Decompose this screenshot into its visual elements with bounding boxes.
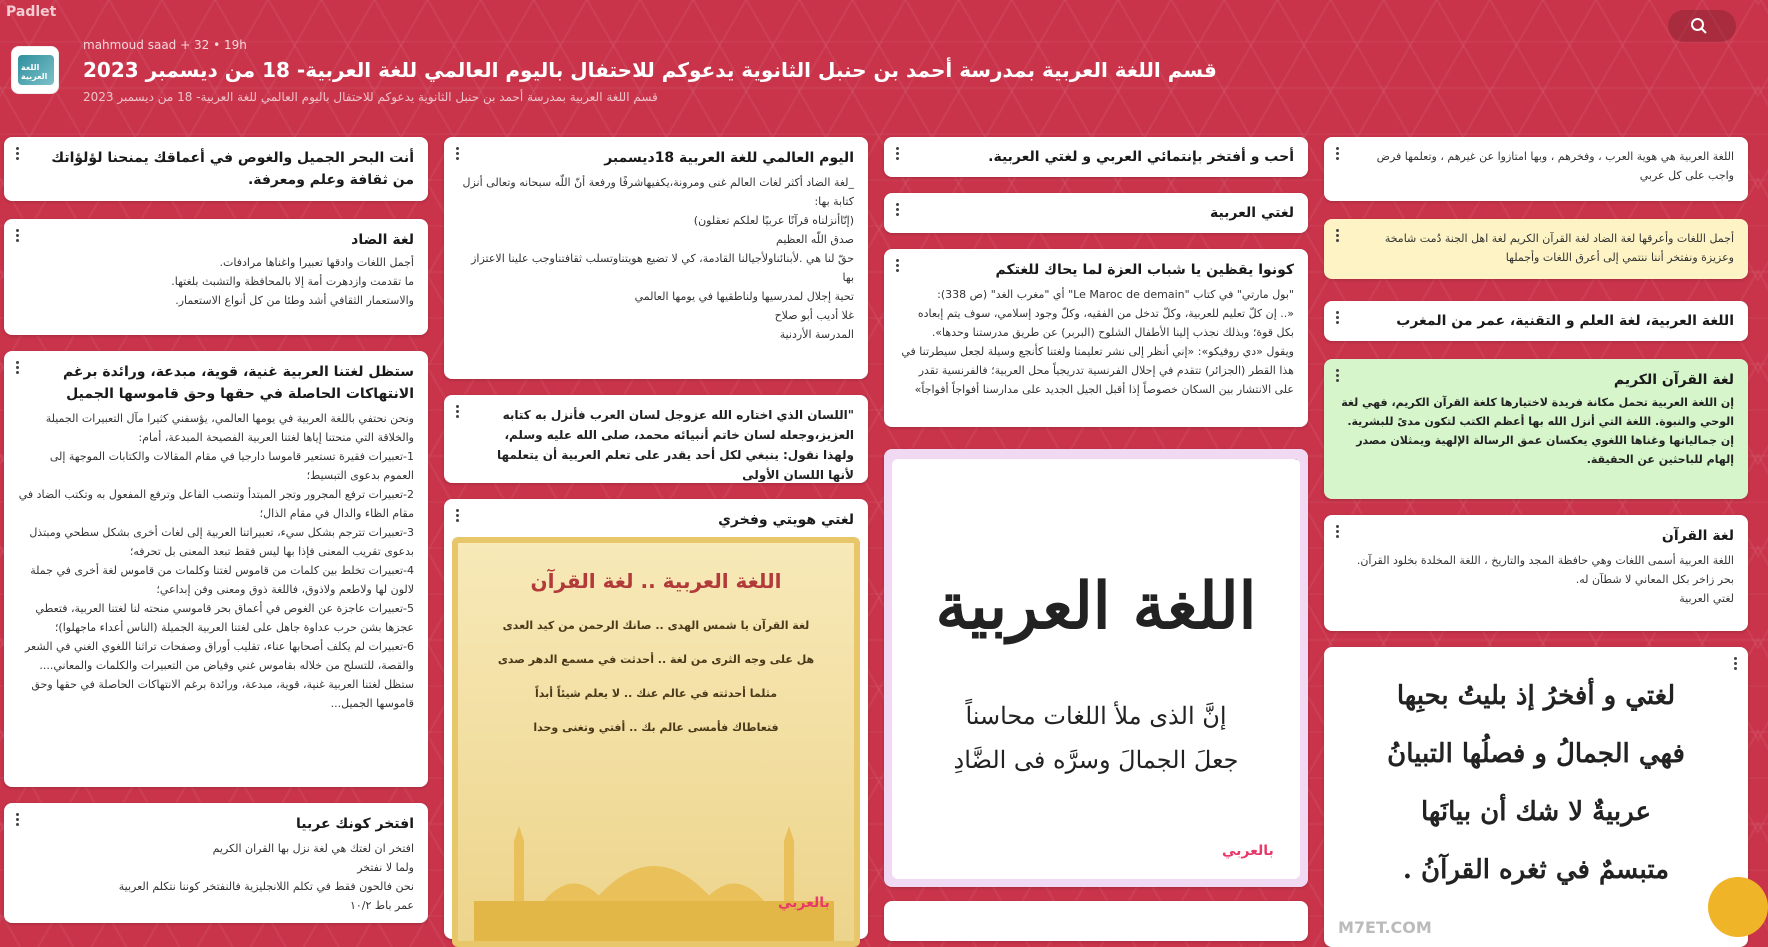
more-options-icon[interactable] [1332, 227, 1342, 245]
post-line: أجمل اللغات وادقها تعبيرا واغناها مرادفات. [219, 256, 414, 269]
post-card[interactable] [1324, 647, 1748, 947]
post-title: ستظل لغتنا العربية غنية، قوية، مبدعة، ورائدة برغم الانتهاكات الحاصلة في حقها وحق قاموسها الجميل [62, 364, 414, 402]
post-line: والاستعمار الثقافي أشد وطئا من كل أنواع الاستعمار. [175, 294, 414, 307]
post-body: "اللسان الذي اختاره الله عزوجل لسان العرب فأنزل به كتابه العزيز،وجعله لسان خاتم أنبيائه محمد، صلى الله عليه وسلم، ولهذا نقول: ينبغي لكل أحد يقدر على تعلم العربية أن يتعلمها لأنها اللسان الأولى [497, 408, 854, 482]
post-card[interactable] [1324, 359, 1748, 499]
post-line: حقّ لنا هي .لأبنائناولأجيالنا القادمة، كي لا تضيع هويتناوتسلب ثقافتناوجب علينا الاعتزاز بها [471, 252, 854, 284]
post-title: افتخر كونك عربيا [296, 816, 414, 832]
post-card[interactable] [444, 395, 868, 483]
post-line: افتخر ان لغتك هي لغة نزل بها القران الكريم [212, 842, 414, 855]
post-line: عمر باط ١٠/٢ [349, 899, 414, 912]
post-title: لغة الضاد [351, 232, 414, 248]
logo-text: اللغة العربية [21, 63, 48, 81]
post-body: أجمل اللغات وأعرقها لغة الضاد لغة القرآن الكريم لغة اهل الجنة دُمت شامخة وعزيزة ونفتخر أننا ننتمي إلى أعرق اللغات وأجملها [1384, 232, 1734, 264]
post-card[interactable] [884, 193, 1308, 233]
post-card[interactable] [4, 137, 428, 201]
post-title: أحب و أفتخر بإنتمائي العربي و لغتي العربية. [988, 149, 1294, 165]
more-options-icon[interactable] [892, 201, 902, 219]
more-options-icon[interactable] [452, 507, 462, 525]
post-card[interactable] [884, 249, 1308, 427]
search-icon [1690, 17, 1708, 35]
more-options-icon[interactable] [892, 145, 902, 163]
padlet-logo[interactable] [11, 46, 59, 94]
post-card[interactable] [884, 449, 1308, 887]
search-button[interactable] [1668, 10, 1736, 42]
image-logo: بالعربي [778, 895, 830, 911]
post-title: اليوم العالمي للغة العربية 18ديسمبر [604, 150, 854, 166]
add-post-button[interactable] [1708, 877, 1768, 937]
more-options-icon[interactable] [452, 145, 462, 163]
more-options-icon[interactable] [1332, 367, 1342, 385]
post-card[interactable] [1324, 515, 1748, 631]
post-body: إن اللغة العربية تحمل مكانة فريدة لاختيارها كلغة القرآن الكريم، فهي لغة الوحي والنبوة. اللغة التي أنزل الله بها أعظم الكتب لتكون مدىً للبشرية. إن جمالياتها وغناها اللغوي يعكسان عمق الرسالة الإلهية ويمثلان مصدر إلهام للباحثين عن الحقيقة. [1341, 396, 1734, 466]
post-card[interactable] [1324, 219, 1748, 279]
more-options-icon[interactable] [1332, 523, 1342, 541]
image-line: هل على وجه الثرى من لغة .. أحدثت في مسمع الدهر صدى [497, 653, 815, 666]
more-options-icon[interactable] [12, 145, 22, 163]
image-line: لغتي و أفخرُ إذ بليتُ بحبِها [1396, 681, 1676, 711]
post-title: لغتي هويتي وفخري [718, 512, 854, 528]
post-line: تحية إجلال لمدرسيها ولناطقيها في يومها العالمي [634, 290, 854, 303]
post-card[interactable] [444, 137, 868, 379]
time-ago: 19h [223, 38, 247, 52]
post-card[interactable] [4, 803, 428, 923]
post-line: ما تقدمت وازدهرت أمة إلا بالمحافظة والتشبث بلغتها. [171, 275, 414, 288]
post-line: «.. إن كلّ تعليم للعربية، وكلّ تدخل من الفقيه، وكلّ وجود إسلامي، سوف يتم إبعاده بكل قوة؛ وبذلك نجذب إلينا الأطفال الشلوح (البربر) عن طريق مدرستنا وحدها». [917, 307, 1294, 339]
post-card[interactable] [1324, 301, 1748, 341]
padlet-subtitle: قسم اللغة العربية بمدرسة أحمد بن حنبل الثانوية يدعوكم للاحتفال باليوم العالمي للغة العربية- 18 من ديسمبر 2023 [83, 90, 658, 104]
post-card[interactable] [1324, 137, 1748, 201]
post-line: (إنّاأنزلناه قرآنًا عربيًا لعلكم تعقلون) [693, 214, 854, 227]
mosque-icon [474, 821, 834, 941]
image-line: عربيةٌ لا شك أن بيانَها [1420, 797, 1652, 827]
post-line: ويقول «دي روفيكو»: «إني أنظر إلى نشر تعليمنا ولغتنا كأنجع وسيلة لجعل سيطرتنا في هذا القطر (الجزائر) تتقدم في إحلال الفرنسية تدريجياً محل العربية؛ فالفرنسية تقدر على الانتشار بين السكان خصوصاً إذا أقبل الجيل الجديد على مدارسنا أفواجاً أفواجاً» [901, 345, 1294, 396]
post-card[interactable] [4, 219, 428, 335]
more-options-icon[interactable] [12, 227, 22, 245]
more-options-icon[interactable] [1332, 145, 1342, 163]
post-title: اللغة العربية، لغة العلم و التقنية، عمر من المغرب [1396, 313, 1734, 329]
padlet-header [11, 38, 1217, 108]
padlet-title: قسم اللغة العربية بمدرسة أحمد بن حنبل الثانوية يدعوكم للاحتفال باليوم العالمي للغة العربية- 18 من ديسمبر 2023 [83, 58, 1217, 82]
more-options-icon[interactable] [452, 403, 462, 421]
post-title: لغة القرآن الكريم [1613, 372, 1734, 388]
post-line: _لغة الضاد أكثر لغات العالم غنى ومرونة،يكفيهاشرفًا ورفعة أنّ اللّه سبحانه وتعالى أنزل كتابة بها: [462, 176, 854, 208]
more-options-icon[interactable] [892, 257, 902, 275]
post-title: أنت البحر الجميل والغوص في أعماقك يمنحنا لؤلؤاتك من ثقافة وعلم ومعرفة. [51, 150, 414, 188]
post-body: اللغة العربية هي هوية العرب ، وفخرهم ، وبها امتازوا عن غيرهم ، وتعلمها فرض واجب على كل عربي [1376, 150, 1734, 182]
more-options-icon[interactable] [12, 811, 22, 829]
post-line: "بول مارتي" في كتاب "Le Maroc de demain" أي "مغرب الغد" (ص 338): [937, 288, 1294, 301]
post-title: كونوا يقظين يا شباب العزة لما يحاك للغتكم [995, 262, 1294, 278]
post-title: لغة القرآن [1661, 528, 1734, 544]
more-options-icon[interactable] [12, 359, 22, 377]
post-line: ولما لا نفتخر [357, 861, 414, 874]
post-image[interactable] [892, 459, 1300, 879]
image-line: فهي الجمالُ و فصلُها التبيانُ [1387, 739, 1685, 769]
post-card[interactable] [4, 351, 428, 787]
image-watermark: M7ET.COM [1338, 918, 1432, 937]
post-line: 4-تعبيرات تخلط بين كلمات من قاموس لغتنا وكلمات من قاموس لغة أخرى في جملة لالون لها ولاطعم ولاذوق، فاللغة ذوق ومعنى وفن إبداعي؛ [30, 564, 414, 596]
app-brand[interactable]: Padlet [6, 4, 57, 20]
post-line: اللغة العربية أسمى اللغات وهي حافظة المجد والتاريخ ، اللغة المخلدة بخلود القرآن. بحر زاخر بكل المعاني لا شطآن له. [1356, 554, 1734, 586]
post-line: صدق اللّه العظيم [776, 233, 854, 246]
post-card[interactable] [884, 137, 1308, 177]
image-line: فتعاطاك فأمسى عالم بك .. أفتي وتغنى وحدا [533, 721, 779, 734]
more-options-icon[interactable] [1332, 309, 1342, 327]
author[interactable]: mahmoud saad + 32 [83, 38, 210, 52]
image-line: إنَّ الذى ملأ اللغات محاسناً [965, 702, 1227, 730]
image-title: اللغة العربية .. لغة القرآن [530, 569, 782, 593]
post-line: ستظل لغتنا العربية غنية، قوية، مبدعة، ورائدة برغم الانتهاكات الحاصلة في حقها وحق قاموسها الجميل... [31, 678, 414, 710]
image-line: جعلَ الجمالَ وسرَّه فى الضَّادِ [953, 746, 1239, 774]
image-calligraphy: اللغة العربية [935, 569, 1257, 644]
post-line: 1-تعبيرات فقيرة تستعير قاموسا دارجيا في مقام المقالات والكتابات الموجهة إلى العموم بدعوى التبسيط؛ [49, 450, 414, 482]
post-line: ونحن نحتفي باللغة العربية في يومها العالمي، يؤسفني كثيرا مآل التعبيرات الجميلة والخلاقة التي منحتنا إياها لغتنا العربية الفصيحة المبدعة، أمام: [45, 412, 414, 444]
post-line: لغتي العربية [1679, 592, 1734, 605]
post-line: 6-تعبيرات لم يكلف أصحابها عناء، تقليب أوراق وصفحات تراثنا اللغوي الغني في الشعر والقصة، للتسلح من خلاله بقاموس غني وفياض من التعبيرات والكلمات والمعاني.... [24, 640, 414, 672]
post-card[interactable] [444, 499, 868, 939]
post-line: 5-تعبيرات عاجزة عن الغوص في أعماق بحر قاموسي منحته لنا لغتنا العربية، فتعطي عجزها بشن حرب عداوة جاهل على لغتنا العربية الجميلة (الناس أعداء ماجهلوا)؛ [35, 602, 414, 634]
padlet-meta: mahmoud saad + 32 • 19h [83, 38, 247, 52]
post-image[interactable] [452, 537, 860, 947]
post-image[interactable] [1338, 661, 1734, 937]
post-line: المدرسة الأردنية [779, 328, 854, 341]
image-line: لغة القرآن يا شمس الهدى .. صانك الرحمن من كيد العدى [502, 619, 810, 632]
post-line: غلا أديب أبو صلاح [774, 309, 854, 322]
image-line: متبسمٌ في ثغره القرآنُ . [1402, 855, 1670, 885]
post-line: نحن فالحون فقط في تكلم اللانجليزية فالنفتخر كوننا نتكلم العربية [118, 880, 414, 893]
post-title: لغتي العربية [1209, 205, 1294, 221]
post-card[interactable] [884, 901, 1308, 941]
image-line: مثلما أحدثته في عالم عنك .. لا يعلم شيئاً أبداً [534, 687, 778, 700]
post-line: 3-تعبيرات تترجم بشكل سيء، تعبيراتنا العربية إلى لغات أخرى بشكل سطحي ومبتذل بدعوى تقريب المعنى فإذا بها ليس فقط تبعد المعنى بل تحرفه؛ [29, 526, 414, 558]
image-logo: بالعربي [1222, 843, 1274, 859]
post-line: 2-تعبيرات ترفع المجرور وتجر المبتدأ وتنصب الفاعل وترفع المفعول به وتكتب الضاد في مقام الظاء والدال في مقام الذال؛ [18, 488, 414, 520]
